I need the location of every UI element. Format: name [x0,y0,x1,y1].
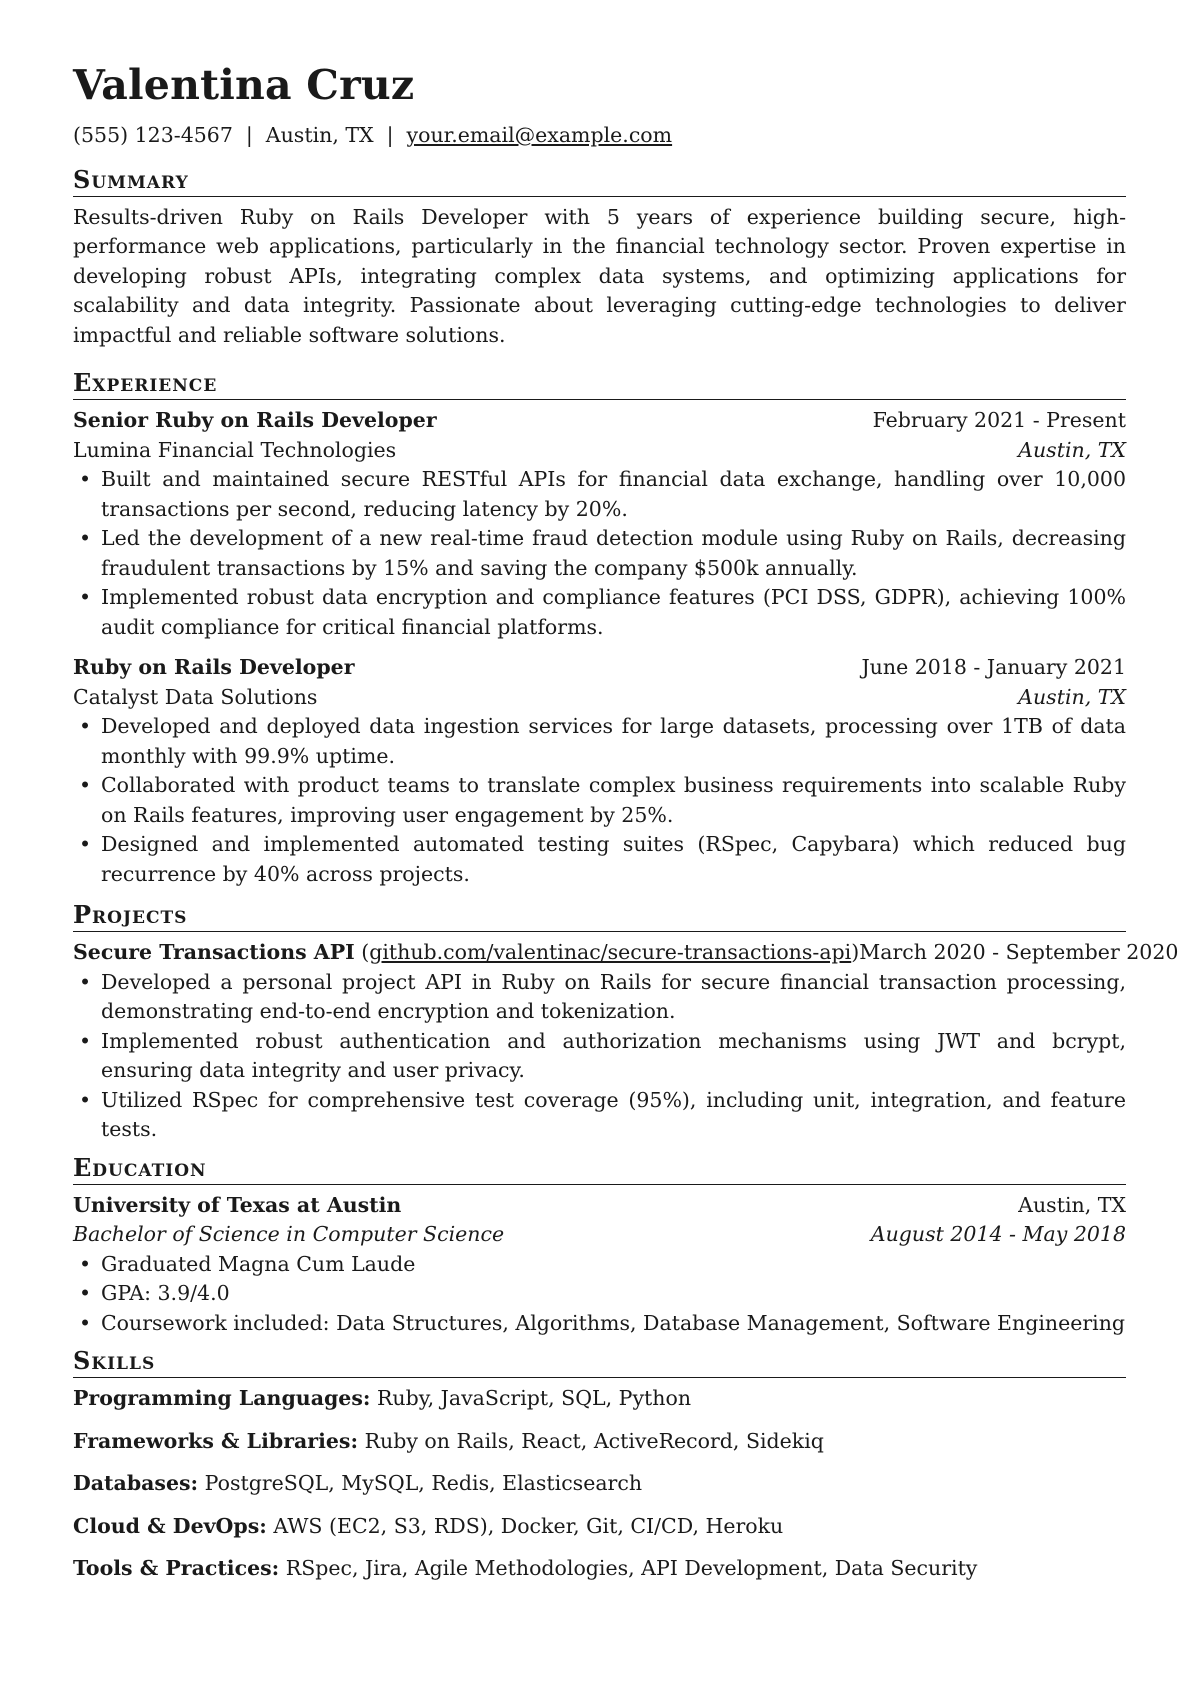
job-company: Lumina Financial Technologies [73,437,397,462]
list-item: • Built and maintained secure RESTful APIs for financial data exchange, handling over 10,000 transactions per second, reducing latency by 20%. [73,465,1126,524]
skill-row [73,1512,1126,1542]
project-dates: March 2020 - September 2020 [859,940,1179,964]
skill-row [73,1469,1126,1499]
list-item: • GPA: 3.9/4.0 [73,1279,1126,1309]
skill-label: Frameworks & Libraries: [73,1428,359,1453]
degree: Bachelor of Science in Computer Science [73,1222,505,1246]
contact-separator: | [245,123,253,147]
project-name: Secure Transactions API [73,940,355,964]
job-dates: February 2021 - Present [872,408,1126,432]
job-location: Austin, TX [1018,684,1126,709]
list-item: • Collaborated with product teams to translate complex business requirements into scalable Ruby on Rails features, improving user engagement by 25%. [73,771,1126,830]
project-entry: Secure Transactions API (github.com/valentinac/secure-transactions-api) March 2020 - September 2020 • Developed a personal project API in Ruby on Rails for secure financial transaction processing, demonstrating end-to-end encryption and tokenization. • Implemented robust authentication and authorization mechanisms using JWT and bcrypt, ensuring data integrity and user privacy. • Utilized RSpec for comprehensive test coverage (95%), including unit, integration, and feature tests. [73,938,1126,1145]
list-item: • Utilized RSpec for comprehensive test coverage (95%), including unit, integration, and feature tests. [73,1086,1126,1145]
section-title-skills: Skills [73,1346,1126,1378]
job-bullets [73,712,1126,889]
phone-number: (555) 123-4567 [73,123,233,147]
job-entry [73,653,1126,889]
project-link[interactable]: github.com/valentinac/secure-transactions-api [369,940,852,964]
job-role: Ruby on Rails Developer [73,655,355,679]
section-title-education: Education [73,1153,1126,1185]
job-role: Senior Ruby on Rails Developer [73,408,437,432]
email-link[interactable]: your.email@example.com [406,123,673,147]
list-item: • Designed and implemented automated testing suites (RSpec, Capybara) which reduced bug recurrence by 40% across projects. [73,830,1126,889]
list-item: • Coursework included: Data Structures, Algorithms, Database Management, Software Engineering [73,1309,1126,1339]
skill-value: Ruby, JavaScript, SQL, Python [377,1386,692,1410]
list-item: • Developed a personal project API in Ruby on Rails for secure financial transaction processing, demonstrating end-to-end encryption and tokenization. [73,968,1126,1027]
skill-value: RSpec, Jira, Agile Methodologies, API Development, Data Security [285,1556,978,1580]
skill-value: Ruby on Rails, React, ActiveRecord, Sidekiq [364,1428,824,1453]
job-location: Austin, TX [1018,437,1126,462]
skill-value: AWS (EC2, S3, RDS), Docker, Git, CI/CD, Heroku [273,1513,784,1538]
education-bullets [73,1250,1126,1339]
list-item: • Graduated Magna Cum Laude [73,1250,1126,1280]
skill-label: Programming Languages: [73,1386,371,1410]
contact-separator: | [386,123,394,147]
section-title-summary: Summary [73,165,1126,197]
school-location: Austin, TX [1018,1192,1126,1217]
job-dates: June 2018 - January 2021 [861,655,1126,679]
section-title-projects: Projects [73,900,1126,932]
education-dates: August 2014 - May 2018 [870,1222,1126,1246]
list-item: • Implemented robust data encryption and compliance features (PCI DSS, GDPR), achieving 100% audit compliance for critical financial platforms. [73,583,1126,642]
candidate-name: Valentina Cruz [73,61,415,109]
contact-line [73,121,1126,151]
skill-row [73,1384,1126,1414]
skill-label: Databases: [73,1471,199,1495]
skill-value: PostgreSQL, MySQL, Redis, Elasticsearch [204,1471,643,1495]
list-item: • Implemented robust authentication and authorization mechanisms using JWT and bcrypt, ensuring data integrity and user privacy. [73,1027,1126,1086]
location: Austin, TX [265,123,374,147]
skill-row [73,1554,1126,1584]
job-entry [73,406,1126,642]
resume-page [73,60,1179,1597]
section-title-experience: Experience [73,368,1126,400]
skill-row [73,1427,1126,1457]
summary-text: Results-driven Ruby on Rails Developer with 5 years of experience building secure, high-performance web applications, particularly in the financial technology sector. Proven expertise in developing robust APIs, integrating complex data systems, and optimizing applications for scalability and data integrity. Passionate about leveraging cutting-edge technologies to deliver impactful and reliable software solutions. [73,204,1126,347]
job-company: Catalyst Data Solutions [73,684,318,709]
list-item: • Led the development of a new real-time fraud detection module using Ruby on Rails, decreasing fraudulent transactions by 15% and saving the company $500k annually. [73,524,1126,583]
skill-label: Cloud & DevOps: [73,1513,267,1538]
school-name: University of Texas at Austin [73,1192,402,1217]
education-entry [73,1191,1126,1339]
skill-label: Tools & Practices: [73,1556,280,1580]
job-bullets [73,465,1126,642]
skills-list [73,1384,1126,1584]
list-item: • Developed and deployed data ingestion services for large datasets, processing over 1TB of data monthly with 99.9% uptime. [73,712,1126,771]
project-bullets [73,968,1126,1145]
